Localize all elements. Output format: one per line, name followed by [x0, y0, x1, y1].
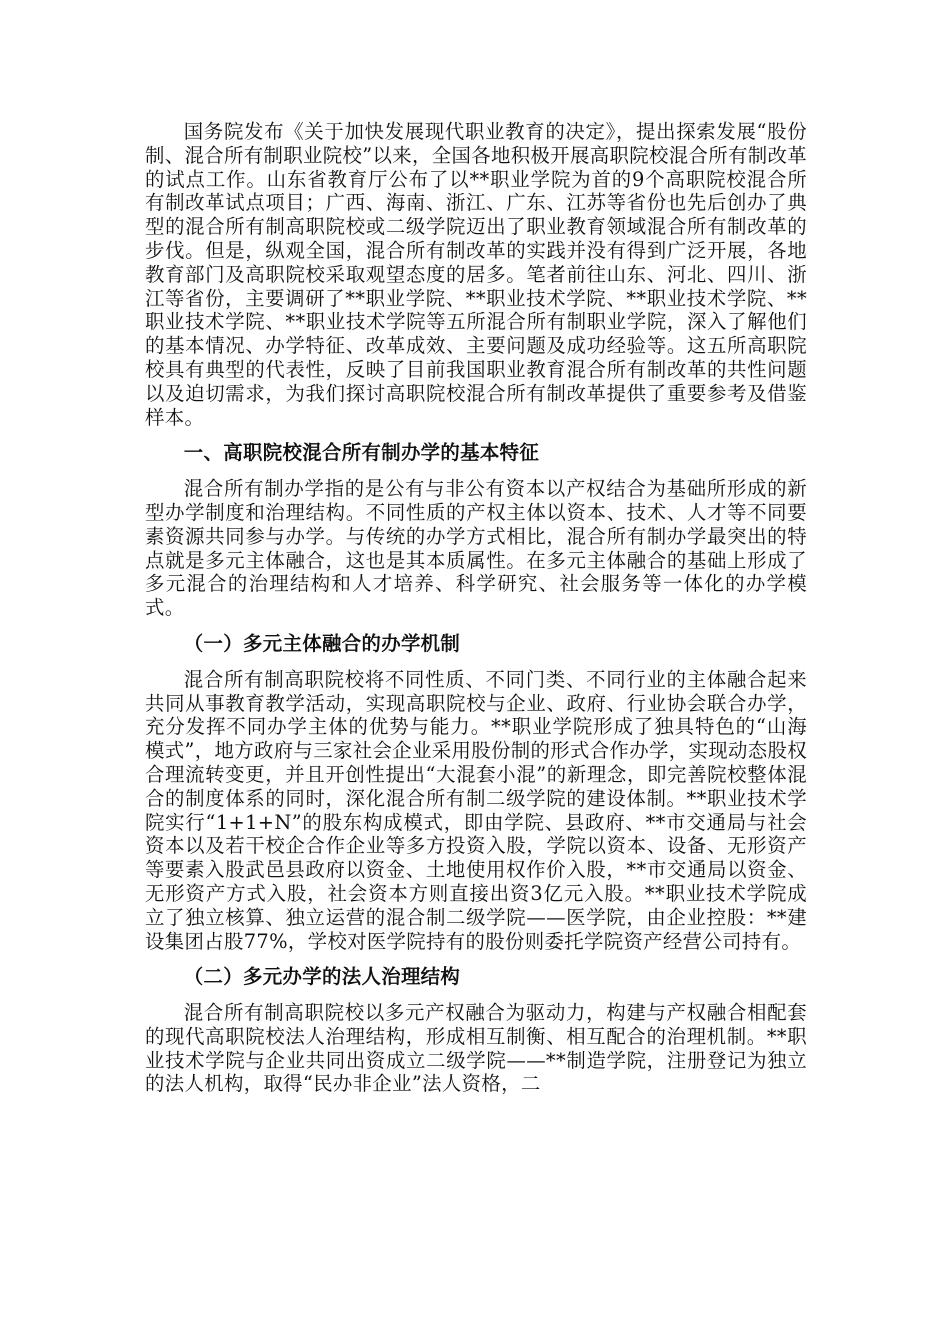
- subsection-heading-1: （一）多元主体融合的办学机制: [183, 631, 461, 655]
- subsection-1-paragraph: 混合所有制高职院校将不同性质、不同门类、不同行业的主体融合起来共同从事教育教学活动，实现高职院校与企业、政府、行业协会联合办学，充分发挥不同办学主体的优势与能力。**职业学院形成了独具特色的“山海模式”，地方政府与三家社会企业采用股份制的形式合作办学，实现动态股权合理流转变更，并且开创性提出“大混套小混”的新理念，即完善院校整体混合的制度体系的同时，深化混合所有制二级学院的建设体制。**职业技术学院实行“1+1+N”的股东构成模式，即由学院、县政府、**市交通局与社会资本以及若干校企合作企业等多方投资入股，学院以资本、设备、无形资产等要素入股武邑县政府以资金、土地使用权作价入股，**市交通局以资金、无形资产方式入股，社会资本方则直接出资3亿元入股。**职业技术学院成立了独立核算、独立运营的混合制二级学院——医学院，由企业控股：**建设集团占股77%，学校对医学院持有的股份则委托学院资产经营公司持有。: [145, 667, 807, 953]
- intro-paragraph: 国务院发布《关于加快发展现代职业教育的决定》，提出探索发展“股份制、混合所有制职业院校”以来，全国各地积极开展高职院校混合所有制改革的试点工作。山东省教育厅公布了以**职业学院为首的9个高职院校混合所有制改革试点项目；广西、海南、浙江、广东、江苏等省份也先后创办了典型的混合所有制高职院校或二级学院迈出了职业教育领域混合所有制改革的步伐。但是，纵观全国，混合所有制改革的实践并没有得到广泛开展，各地教育部门及高职院校采取观望态度的居多。笔者前往山东、河北、四川、浙江等省份，主要调研了**职业学院、**职业技术学院、**职业技术学院、**职业技术学院、**职业技术学院等五所混合所有制职业学院，深入了解他们的基本情况、办学特征、改革成效、主要问题及成功经验等。这五所高职院校具有典型的代表性，反映了目前我国职业教育混合所有制改革的共性问题以及迫切需求，为我们探讨高职院校混合所有制改革提供了重要参考及借鉴样本。: [145, 120, 807, 429]
- document-page: [145, 114, 807, 1096]
- section-heading-1: 一、高职院校混合所有制办学的基本特征: [183, 441, 540, 465]
- subsection-2-paragraph: 混合所有制高职院校以多元产权融合为驱动力，构建与产权融合相配套的现代高职院校法人治理结构，形成相互制衡、相互配合的治理机制。**职业技术学院与企业共同出资成立二级学院——**制造学院，注册登记为独立的法人机构，取得“民办非企业”法人资格，二: [145, 1001, 807, 1096]
- subsection-heading-2: （二）多元办学的法人治理结构: [183, 965, 461, 989]
- section-1-paragraph: 混合所有制办学指的是公有与非公有资本以产权结合为基础所形成的新型办学制度和治理结构。不同性质的产权主体以资本、技术、人才等不同要素资源共同参与办学。与传统的办学方式相比，混合所有制办学最突出的特点就是多元主体融合，这也是其本质属性。在多元主体融合的基础上形成了多元混合的治理结构和人才培养、科学研究、社会服务等一体化的办学模式。: [145, 477, 807, 620]
